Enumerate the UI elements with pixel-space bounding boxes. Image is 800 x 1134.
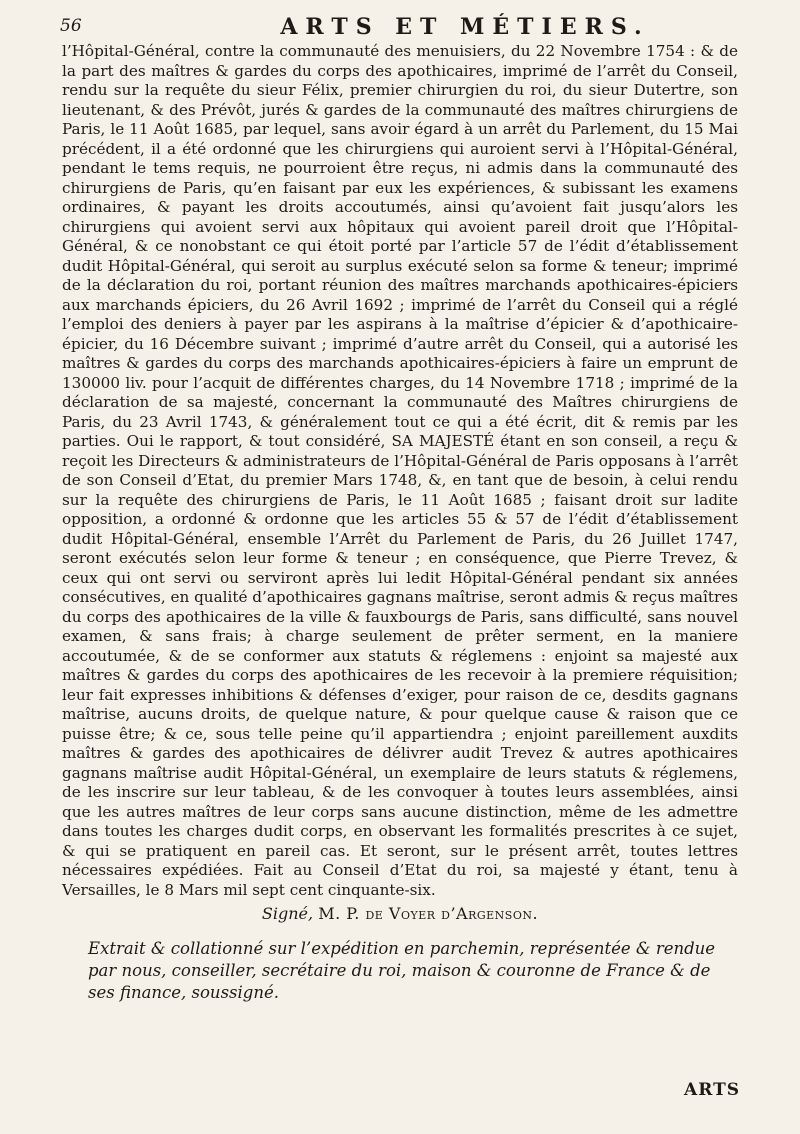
signature-line: [62, 904, 738, 923]
page-header: [60, 14, 740, 44]
signature-name: M. P. de Voyer d’Argenson.: [318, 904, 539, 923]
catchword: ARTS: [684, 1080, 740, 1100]
body-text: [62, 42, 738, 900]
body-paragraph: l’Hôpital-Général, contre la communauté des menuisiers, du 22 Novembre 1754 : & de la part des maîtres & gardes du corps des apothicaires, imprimé de l’arrêt du Conseil, rendu sur la requête du sieur Félix, premier chirurgien du roi, du sieur Dutertre, son lieutenant, & des Prévôt, jurés & gardes de la communauté des maîtres chirurgiens de Paris, le 11 Août 1685, par lequel, sans avoir égard à un arrêt du Parlement, du 15 Mai précédent, il a été ordonné que les chirurgiens qui auroient servi à l’Hôpital-Général, pendant le tems requis, ne pourroient être reçus, ni admis dans la communauté des chirurgiens de Paris, qu’en faisant par eux les expériences, & subissant les examens ordinaires, & payant les droits accoutumés, ainsi qu’avoient fait jusqu’alors les chirurgiens qui avoient servi aux hôpitaux qui avoient pareil droit que l’Hôpital-Général, & ce nonobstant ce qui étoit porté par l’article 57 de l’édit d’établissement dudit Hôpital-Général, qui seroit au surplus exécuté selon sa forme & teneur; imprimé de la déclaration du roi, portant réunion des maîtres marchands apothicaires-épiciers aux marchands épiciers, du 26 Avril 1692 ; imprimé de l’arrêt du Conseil qui a réglé l’emploi des deniers à payer par les aspirans à la maîtrise d’épicier & d’apothicaire-épicier, du 16 Décembre suivant ; imprimé d’autre arrêt du Conseil, qui a autorisé les maîtres & gardes du corps des marchands apothicaires-épiciers à faire un emprunt de 130000 liv. pour l’acquit de différentes charges, du 14 Novembre 1718 ; imprimé de la déclaration de sa majesté, concernant la communauté des Maîtres chirurgiens de Paris, du 23 Avril 1743, & généralement tout ce qui a été écrit, dit & remis par les parties. Oui le rapport, & tout considéré, SA MAJESTÉ étant en son conseil, a reçu & reçoit les Directeurs & administrateurs de l’Hôpital-Général de Paris opposans à l’arrêt de son Conseil d’Etat, du premier Mars 1748, &, en tant que de besoin, à celui rendu sur la requête des chirurgiens de Paris, le 11 Août 1685 ; faisant droit sur ladite opposition, a ordonné & ordonne que les articles 55 & 57 de l’édit d’établissement dudit Hôpital-Général, ensemble l’Arrêt du Parlement de Paris, du 26 Juillet 1747, seront exécutés selon leur forme & teneur ; en conséquence, que Pierre Trevez, & ceux qui ont servi ou serviront après lui ledit Hôpital-Général pendant six années consécutives, en qualité d’apothicaires gagnans maîtrise, seront admis & reçus maîtres du corps des apothicaires de la ville & fauxbourgs de Paris, sans difficulté, sans nouvel examen, & sans frais; à charge seulement de prêter serment, en la maniere accoutumée, & de se conformer aux statuts & réglemens : enjoint sa majesté aux maîtres & gardes du corps des apothicaires de les recevoir à la premiere réquisition; leur fait expresses inhibitions & défenses d’exiger, pour raison de ce, desdits gagnans maîtrise, aucuns droits, de quelque nature, & pour quelque cause & raison que ce puisse être; & ce, sous telle peine qu’il appartiendra ; enjoint pareillement auxdits maîtres & gardes des apothicaires de délivrer audit Trevez & autres apothicaires gagnans maîtrise audit Hôpital-Général, un exemplaire de leurs statuts & réglemens, de les inscrire sur leur tableau, & de les convoquer à toutes leurs assemblées, ainsi que les autres maîtres de leur corps sans aucune distinction, même de les admettre dans toutes les charges dudit corps, en observant les formalités prescrites à ce sujet, & qui se pratiquent en pareil cas. Et seront, sur le présent arrêt, toutes lettres nécessaires expédiées. Fait au Conseil d’Etat du roi, sa majesté y étant, tenu à Versailles, le 8 Mars mil sept cent cinquante-six.: [62, 42, 738, 899]
running-title: ARTS ET MÉTIERS.: [280, 14, 650, 40]
page-number: 56: [60, 16, 82, 36]
signature-label: Signé,: [261, 904, 314, 923]
extract-note: Extrait & collationné sur l’expédition en parchemin, représentée & rendue par nous, conseiller, secrétaire du roi, maison & couronne de France & de ses finance, soussigné.: [88, 939, 716, 1002]
